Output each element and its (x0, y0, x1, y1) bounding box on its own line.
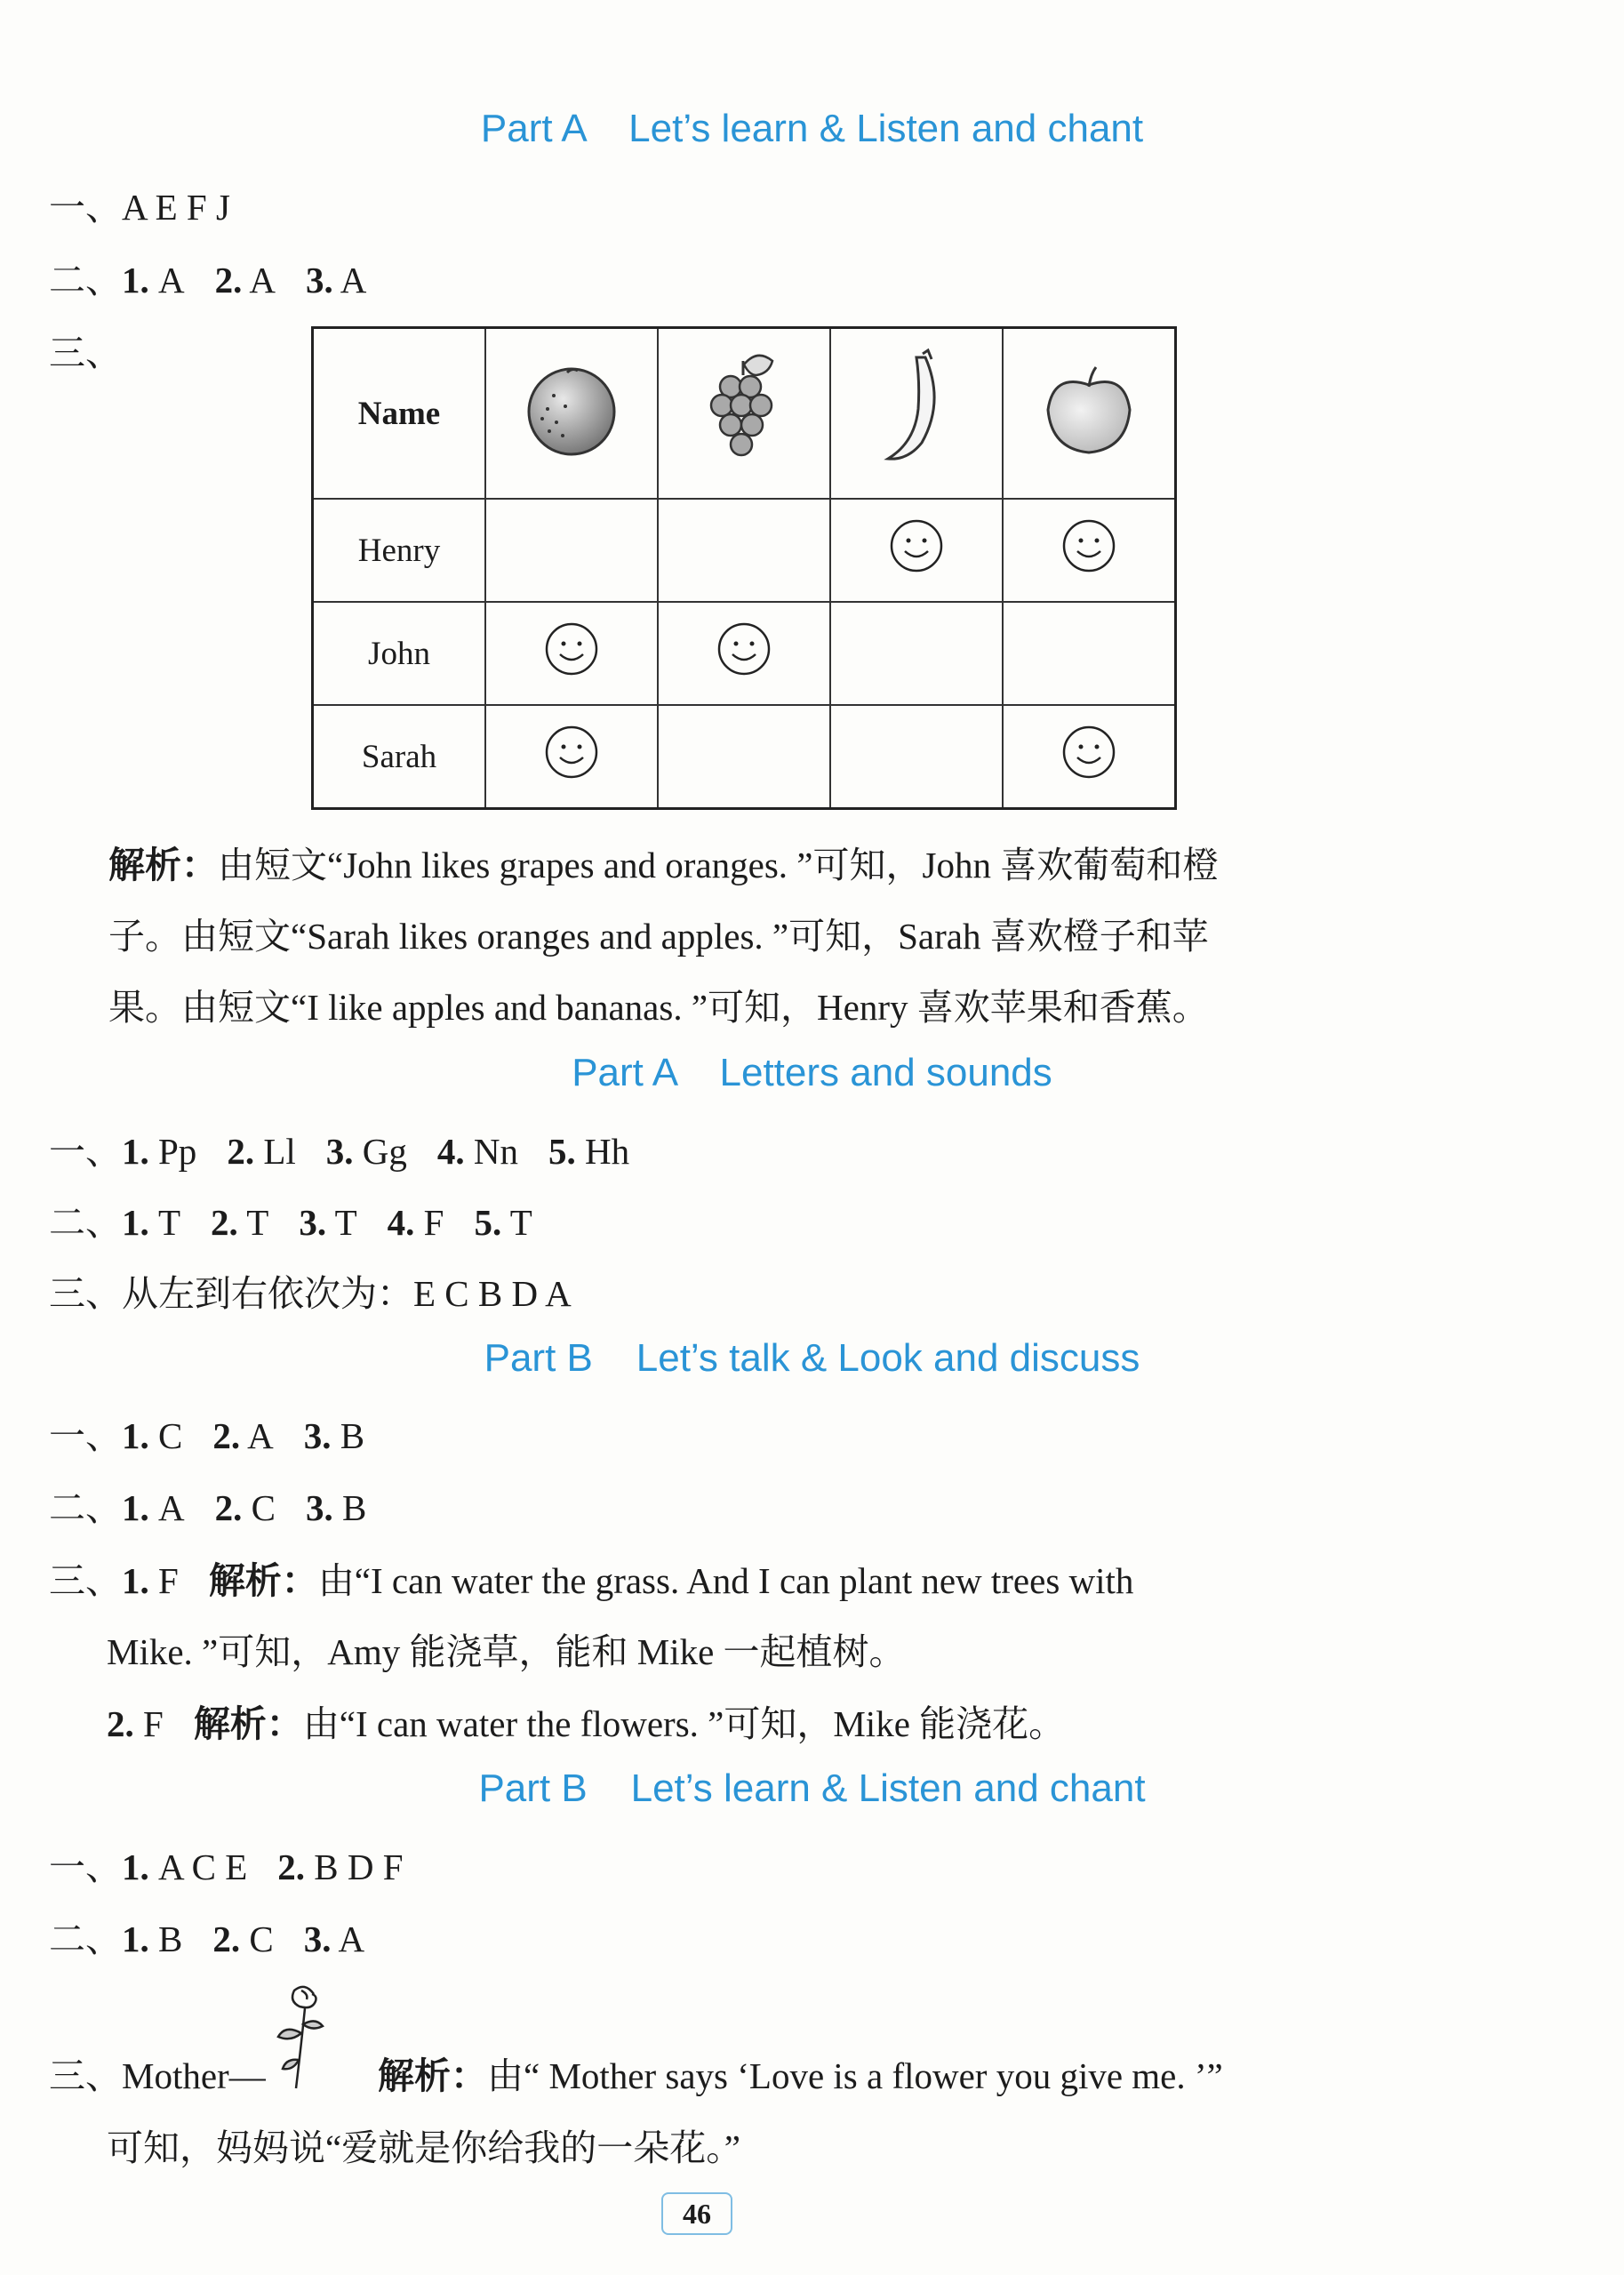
item-answer: Gg (353, 1131, 407, 1172)
item-answer: Pp (148, 1131, 197, 1172)
item-number: 1. (122, 260, 149, 300)
table-row (313, 705, 1176, 809)
item-number: 4. (436, 1131, 465, 1172)
s1-analysis-2: 子。由短文“Sarah likes oranges and apples. ”可知，Sarah 喜欢橙子和苹 (108, 916, 1209, 957)
s4-q3 (49, 2047, 266, 2099)
s1-q2 (49, 251, 366, 303)
item-answer: F (414, 1202, 444, 1243)
orange-icon (485, 328, 658, 500)
item-answer: A (242, 260, 276, 300)
analysis-label: 解析： (193, 1703, 303, 1744)
q-label: 二、 (49, 1487, 122, 1528)
s1-q1 (49, 178, 230, 230)
s2-q1 (49, 1122, 629, 1174)
q-label: 二、 (49, 1919, 122, 1959)
analysis-label: 解析： (378, 2055, 487, 2096)
rose-icon (271, 1978, 338, 2094)
fruit-preference-table (311, 326, 1177, 810)
item-answer: A (240, 1415, 274, 1456)
q-label: 一、 (49, 1415, 122, 1456)
item-number: 1. (122, 1846, 149, 1887)
analysis-text: 由“ Mother says ‘Love is a flower you give me. ’” (487, 2055, 1223, 2096)
item-answer: B (332, 1487, 367, 1528)
item-number: 1. (122, 1415, 149, 1456)
analysis-text: 由短文“John likes grapes and oranges. ”可知，John 喜欢葡萄和橙 (218, 845, 1220, 885)
item-number: 1. (122, 1131, 149, 1172)
q-label: 三、 (49, 1273, 122, 1314)
item-answer: A (331, 1919, 365, 1959)
s2-q2 (49, 1193, 532, 1246)
item-number: 5. (474, 1202, 502, 1243)
smiley-icon (485, 705, 658, 809)
q-label: 一、 (49, 187, 122, 228)
q-label: 二、 (49, 260, 122, 300)
item-number: 3. (305, 1487, 333, 1528)
table-row (313, 499, 1176, 602)
item-number: 2. (211, 1202, 238, 1243)
item-number: 1. (122, 1487, 149, 1528)
row-name: Sarah (313, 705, 486, 809)
s3-q3-item1-cont: Mike. ”可知，Amy 能浇草，能和 Mike 一起植树。 (107, 1631, 906, 1672)
item-answer: A (148, 260, 185, 300)
item-answer: A (332, 260, 367, 300)
item-number: 2. (212, 1415, 241, 1456)
smiley-icon (830, 499, 1003, 602)
cell-empty (658, 499, 830, 602)
smiley-icon (658, 602, 830, 705)
q-label: 三、 (49, 2055, 122, 2096)
s4-q1 (49, 1838, 404, 1890)
cell-empty (658, 705, 830, 809)
item-answer: C (242, 1487, 276, 1528)
s3-q3-item2 (107, 1694, 1065, 1747)
item-number: 1. (122, 1919, 149, 1959)
item-answer: B (331, 1415, 365, 1456)
item-number: 2. (227, 1131, 255, 1172)
cell-empty (830, 602, 1003, 705)
item-number: 3. (325, 1131, 354, 1172)
item-number: 3. (303, 1919, 332, 1959)
s3-q3-item1 (49, 1551, 1133, 1604)
q-label: 一、 (49, 1846, 122, 1887)
item-number: 2. (214, 1487, 243, 1528)
table-header-row (313, 328, 1176, 500)
banana-icon (830, 328, 1003, 500)
item-number: 2. (214, 260, 243, 300)
item-answer: C (240, 1919, 274, 1959)
item-number: 1. (122, 1202, 149, 1243)
section-heading-2: Part A Letters and sounds (572, 1051, 1052, 1094)
item-number: 3. (299, 1202, 327, 1243)
item-answer: F (133, 1703, 164, 1744)
q-label: 一、 (49, 1131, 122, 1172)
smiley-icon (1003, 705, 1176, 809)
item-answer: B D F (305, 1846, 404, 1887)
apple-icon (1003, 328, 1176, 500)
s2-q3 (49, 1264, 572, 1317)
q-answer: A E F J (122, 187, 230, 228)
smiley-icon (485, 602, 658, 705)
item-answer: Hh (575, 1131, 630, 1172)
grapes-icon (658, 328, 830, 500)
s1-analysis-1 (108, 836, 1219, 888)
item-number: 3. (305, 260, 333, 300)
section-heading-3: Part B Let’s talk & Look and discuss (484, 1336, 1140, 1380)
smiley-icon (1003, 499, 1176, 602)
s3-q2 (49, 1478, 366, 1531)
item-answer: A C E (148, 1846, 248, 1887)
q-answer: Mother— (122, 2055, 266, 2096)
row-name: John (313, 602, 486, 705)
s1-q3-label: 三、 (49, 332, 122, 373)
section-heading-4: Part B Let’s learn & Listen and chant (478, 1766, 1146, 1810)
s3-q1 (49, 1406, 364, 1459)
item-answer: T (237, 1202, 269, 1243)
item-answer: B (148, 1919, 183, 1959)
analysis-label: 解析： (108, 845, 218, 885)
page-number: 46 (661, 2192, 732, 2235)
cell-empty (485, 499, 658, 602)
q-answer: 从左到右依次为：E C B D A (122, 1273, 572, 1314)
analysis-text: 由“I can water the grass. And I can plant new trees with (317, 1560, 1134, 1601)
item-answer: A (148, 1487, 185, 1528)
item-answer: T (148, 1202, 181, 1243)
item-number: 5. (548, 1131, 576, 1172)
item-answer: Ll (254, 1131, 296, 1172)
item-answer: T (326, 1202, 357, 1243)
s1-analysis-3: 果。由短文“I like apples and bananas. ”可知，Henry 喜欢苹果和香蕉。 (108, 987, 1209, 1028)
section-heading-1: Part A Let’s learn & Listen and chant (480, 107, 1144, 150)
table-row (313, 602, 1176, 705)
item-number: 2. (277, 1846, 305, 1887)
item-number: 3. (303, 1415, 332, 1456)
item-number: 1. (122, 1560, 149, 1601)
name-header: Name (313, 328, 486, 500)
q-label: 二、 (49, 1202, 122, 1243)
row-name: Henry (313, 499, 486, 602)
item-number: 2. (212, 1919, 241, 1959)
item-answer: T (501, 1202, 532, 1243)
analysis-text: 由“I can water the flowers. ”可知，Mike 能浇花。 (302, 1703, 1066, 1744)
item-answer: F (148, 1560, 179, 1601)
cell-empty (1003, 602, 1176, 705)
s4-q3-analysis (378, 2047, 1223, 2099)
item-answer: Nn (464, 1131, 518, 1172)
s4-q2 (49, 1910, 364, 1962)
cell-empty (830, 705, 1003, 809)
item-number: 2. (107, 1703, 134, 1744)
analysis-label: 解析： (208, 1560, 318, 1601)
item-number: 4. (387, 1202, 415, 1243)
s4-q3-analysis-cont: 可知，妈妈说“爱就是你给我的一朵花。” (107, 2127, 740, 2168)
q-label: 三、 (49, 1560, 122, 1601)
item-answer: C (148, 1415, 183, 1456)
